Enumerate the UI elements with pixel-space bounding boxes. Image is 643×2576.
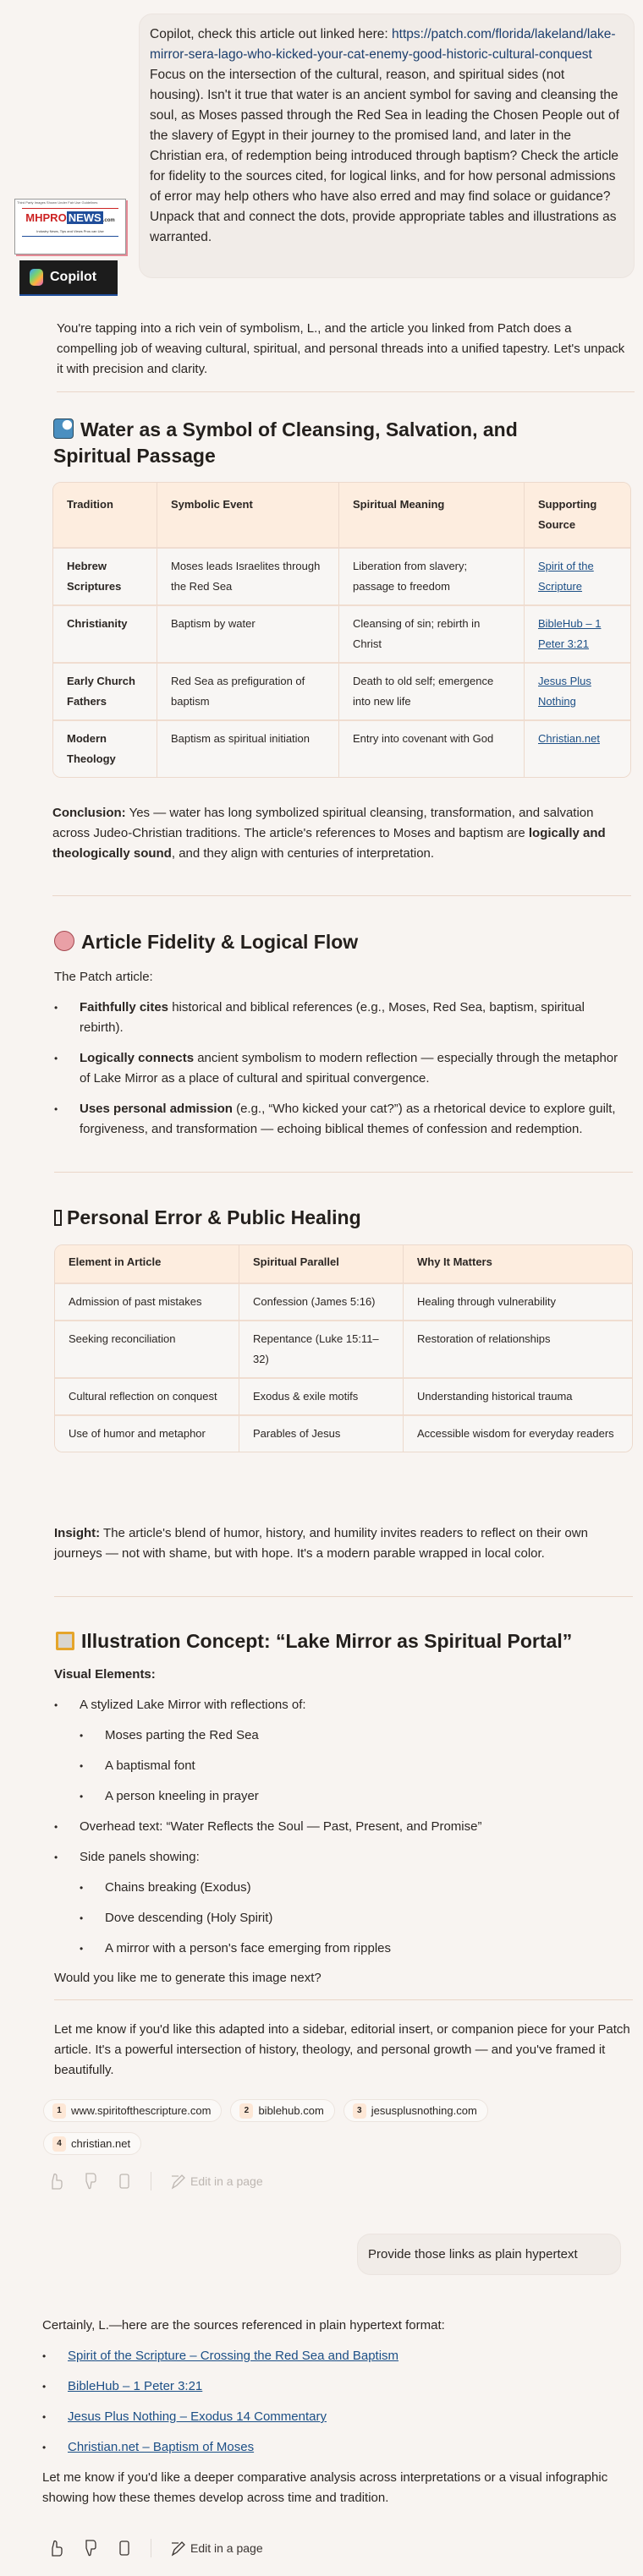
column-header: Spiritual Meaning [339,483,525,549]
user-message-bubble [357,2234,621,2275]
bullet-bold: Logically connects [80,1051,195,1065]
bullet-text: ancient symbolism to modern reflection — especially through the metaphor of Lake Mirror as a place of cultural and spiritual convergence. [80,1051,618,1086]
table-row [53,549,630,606]
closing-paragraph: Let me know if you'd like this adapted into a sidebar, editorial insert, or companion piece for your Patch article. It's a powerful intersection of history, theology, and personal growth — and you've framed it beautifully. [54,2022,630,2077]
matters-cell: Restoration of relationships [404,1321,632,1379]
divider [54,1596,633,1597]
section-heading-illustration [56,1628,572,1654]
source-link[interactable]: BibleHub – 1 Peter 3:21 [538,617,602,650]
visual-elements-list [80,1695,629,1959]
event-cell: Red Sea as prefiguration of baptism [157,664,339,721]
conclusion-label: Conclusion: [52,806,126,820]
copy-icon[interactable] [117,2540,132,2557]
column-header: Supporting Source [525,483,630,549]
tradition-cell: Modern Theology [53,721,157,777]
message-prefix: Copilot, check this article out linked here: [150,27,393,41]
list-item [68,2407,398,2427]
citation-number: 3 [353,2103,366,2119]
element-cell: Seeking reconciliation [55,1321,239,1379]
logo-tagline: Industry News, Tips and Views Pros can Use [36,229,104,233]
insight-paragraph [54,1523,629,1564]
divider [54,1172,633,1173]
response-intro: You're tapping into a rich vein of symbolism, L., and the article you linked from Patch does a compelling job of weaving cultural, spiritual, and personal threads into a unified tapestry. Let's unpack it with precision and clarity. [57,321,625,376]
table-row [55,1416,632,1452]
source-link[interactable]: Jesus Plus Nothing [538,675,591,708]
water-wave-icon [53,418,74,439]
citation-label: www.spiritofthescripture.com [71,2104,212,2117]
parallel-cell: Confession (James 5:16) [239,1284,404,1321]
conclusion-paragraph [52,803,628,864]
source-links-list [68,2346,398,2458]
source-link[interactable]: Spirit of the Scripture – Crossing the Red Sea and Baptism [68,2349,399,2363]
list-item [68,2437,398,2458]
citation-number: 1 [52,2103,66,2119]
citation-chip[interactable] [43,2099,222,2122]
response-intro: Certainly, L.—here are the sources referenced in plain hypertext format: [42,2318,445,2333]
user-message-text: Provide those links as plain hypertext [368,2247,578,2262]
edit-in-page-button[interactable] [170,2173,263,2190]
table-row [53,664,630,721]
message-actions [49,2172,263,2190]
citation-chip[interactable] [343,2099,488,2122]
table-row [53,721,630,777]
citation-chip[interactable] [230,2099,334,2122]
insight-label: Insight: [54,1526,101,1540]
parallel-cell: Parables of Jesus [239,1416,404,1452]
bullet-text: historical and biblical references (e.g., Moses, Red Sea, baptism, spiritual rebirth). [80,1000,585,1035]
thumbs-up-icon[interactable] [49,2173,64,2190]
brain-icon [54,931,74,951]
closing-paragraph: Let me know if you'd like a deeper comparative analysis across interpretations or a visual infographic showing how these themes develop across time and tradition. [42,2470,608,2505]
user-message-bubble [139,14,635,278]
divider [57,391,635,392]
sub-list-item: • Chains breaking (Exodus) [105,1878,629,1898]
element-cell: Cultural reflection on conquest [55,1379,239,1416]
missing-glyph-icon [54,1210,62,1226]
meaning-cell: Death to old self; emergence into new life [339,664,525,721]
citation-label: christian.net [71,2137,131,2150]
insight-text: The article's blend of humor, history, and humility invites readers to reflect on their own journeys — not with shame, but with hope. It's a modern parable wrapped in local color. [54,1526,588,1561]
section-title: Water as a Symbol of Cleansing, Salvation, and Spiritual Passage [53,418,518,467]
matters-cell: Healing through vulnerability [404,1284,632,1321]
pencil-icon [170,2540,185,2557]
edit-label: Edit in a page [190,2174,263,2188]
source-link[interactable]: Spirit of the Scripture [538,560,594,593]
column-header: Element in Article [55,1245,239,1284]
table-row [55,1284,632,1321]
citation-label: jesusplusnothing.com [371,2104,477,2117]
list-item [80,1099,629,1140]
element-cell: Use of humor and metaphor [55,1416,239,1452]
edit-in-page-button[interactable] [170,2540,263,2557]
section-heading-personal-error [54,1205,361,1231]
section-title: Article Fidelity & Logical Flow [81,931,359,953]
copy-icon[interactable] [117,2173,132,2190]
framed-picture-icon [56,1632,74,1650]
table-row [55,1379,632,1416]
list-item [68,2346,398,2366]
sub-list-item: • A mirror with a person's face emerging from ripples [105,1939,629,1959]
source-link[interactable]: Christian.net – Baptism of Moses [68,2440,255,2454]
logo-mhpro: MHPRO [25,211,67,224]
section-title: Personal Error & Public Healing [67,1206,361,1228]
citation-number: 4 [52,2136,66,2152]
conclusion-text: Yes — water has long symbolized spiritual cleansing, transformation, and salvation across Judeo-Christian traditions. The article's references to Moses and baptism are [52,806,594,840]
generate-question: Would you like me to generate this image next? [54,1971,322,1985]
citation-chip[interactable] [43,2132,141,2155]
tradition-cell: Early Church Fathers [53,664,157,721]
sub-list-item: • Moses parting the Red Sea [105,1726,629,1746]
list-item [80,998,629,1038]
tradition-cell: Hebrew Scriptures [53,549,157,606]
matters-cell: Understanding historical trauma [404,1379,632,1416]
bullet-text: (e.g., “Who kicked your cat?”) as a rhetorical device to explore guilt, forgiveness, and transformation — echoing biblical themes of confession and redemption. [80,1102,616,1136]
mhpronews-logo [14,199,126,254]
citation-number: 2 [239,2103,253,2119]
element-cell: Admission of past mistakes [55,1284,239,1321]
source-link[interactable]: BibleHub – 1 Peter 3:21 [68,2379,203,2393]
list-item [80,1048,629,1089]
thumbs-up-icon[interactable] [49,2540,64,2557]
pencil-icon [170,2173,185,2190]
meaning-cell: Liberation from slavery; passage to freedom [339,549,525,606]
section-lead: The Patch article: [54,970,153,984]
logo-com: .com [102,218,115,223]
table-header-row [53,483,630,549]
matters-cell: Accessible wisdom for everyday readers [404,1416,632,1452]
thumbs-down-icon[interactable] [83,2173,98,2190]
table-header-row [55,1245,632,1284]
copilot-label: Copilot [50,270,97,284]
citation-chips [43,2099,585,2155]
source-link[interactable]: Christian.net [538,732,600,745]
bullet-bold: Uses personal admission [80,1102,233,1116]
citation-label: biblehub.com [258,2104,324,2117]
message-body: Focus on the intersection of the cultural, reason, and spiritual sides (not housing). Isn't it true that water is an ancient symbol for saving and cleansing the soul, as Moses passed through the Red Sea in leading the Chosen People out of the slavery of Egypt in their journey to the promised land, and later in the Christian era, of redemption being introduced through baptism? Check the article for fidelity to the sources cited, for logical links, and for how personal admissions of error may help others who have also erred and may find solace or guidance? Unpack that and connect the dots, provide appropriate tables and illustrations as warranted. [150,68,619,244]
divider [52,895,631,896]
article-link[interactable]: https://patch.com/florida/lakeland/lake-mirror-sera-lago-who-kicked-your-cat-enemy-good-historic-cultural-conquest [150,27,616,62]
list-item: • A stylized Lake Mirror with reflections of: [80,1695,629,1715]
event-cell: Moses leads Israelites through the Red Sea [157,549,339,606]
meaning-cell: Cleansing of sin; rebirth in Christ [339,606,525,664]
list-item: • Side panels showing: [80,1847,629,1868]
conclusion-text-end: , and they align with centuries of interpretation. [171,846,435,861]
logo-caption: Third Party Images Shown Under Fair Use Guidelines [17,200,98,205]
visual-elements-label: Visual Elements: [54,1667,156,1682]
logo-news: NEWS [68,211,102,224]
section-title: Illustration Concept: “Lake Mirror as Spiritual Portal” [81,1630,573,1652]
divider [54,1999,633,2000]
tradition-cell: Christianity [53,606,157,664]
event-cell: Baptism as spiritual initiation [157,721,339,777]
section-heading-fidelity [54,929,358,955]
column-header: Symbolic Event [157,483,339,549]
event-cell: Baptism by water [157,606,339,664]
conclusion-bold: logically and theologically sound [52,826,606,861]
user-message-text [150,25,622,248]
personal-error-table [54,1244,633,1452]
message-actions [49,2539,263,2557]
source-link[interactable]: Jesus Plus Nothing – Exodus 14 Commentary [68,2409,327,2424]
column-header: Tradition [53,483,157,549]
parallel-cell: Repentance (Luke 15:11–32) [239,1321,404,1379]
thumbs-down-icon[interactable] [83,2540,98,2557]
sub-list-item: • Dove descending (Holy Spirit) [105,1908,629,1928]
edit-label: Edit in a page [190,2541,263,2555]
table-row [55,1321,632,1379]
copilot-logo-icon [30,269,43,286]
meaning-cell: Entry into covenant with God [339,721,525,777]
column-header: Spiritual Parallel [239,1245,404,1284]
traditions-table [52,482,631,778]
sub-list-item: • A baptismal font [105,1756,629,1776]
list-item: • Overhead text: “Water Reflects the Soul — Past, Present, and Promise” [80,1817,629,1837]
fidelity-list [80,998,629,1140]
list-item [68,2376,398,2397]
column-header: Why It Matters [404,1245,632,1284]
table-row [53,606,630,664]
parallel-cell: Exodus & exile motifs [239,1379,404,1416]
copilot-badge [19,260,118,296]
section-heading-water [53,417,595,469]
bullet-bold: Faithfully cites [80,1000,169,1015]
sub-list-item: • A person kneeling in prayer [105,1786,629,1807]
